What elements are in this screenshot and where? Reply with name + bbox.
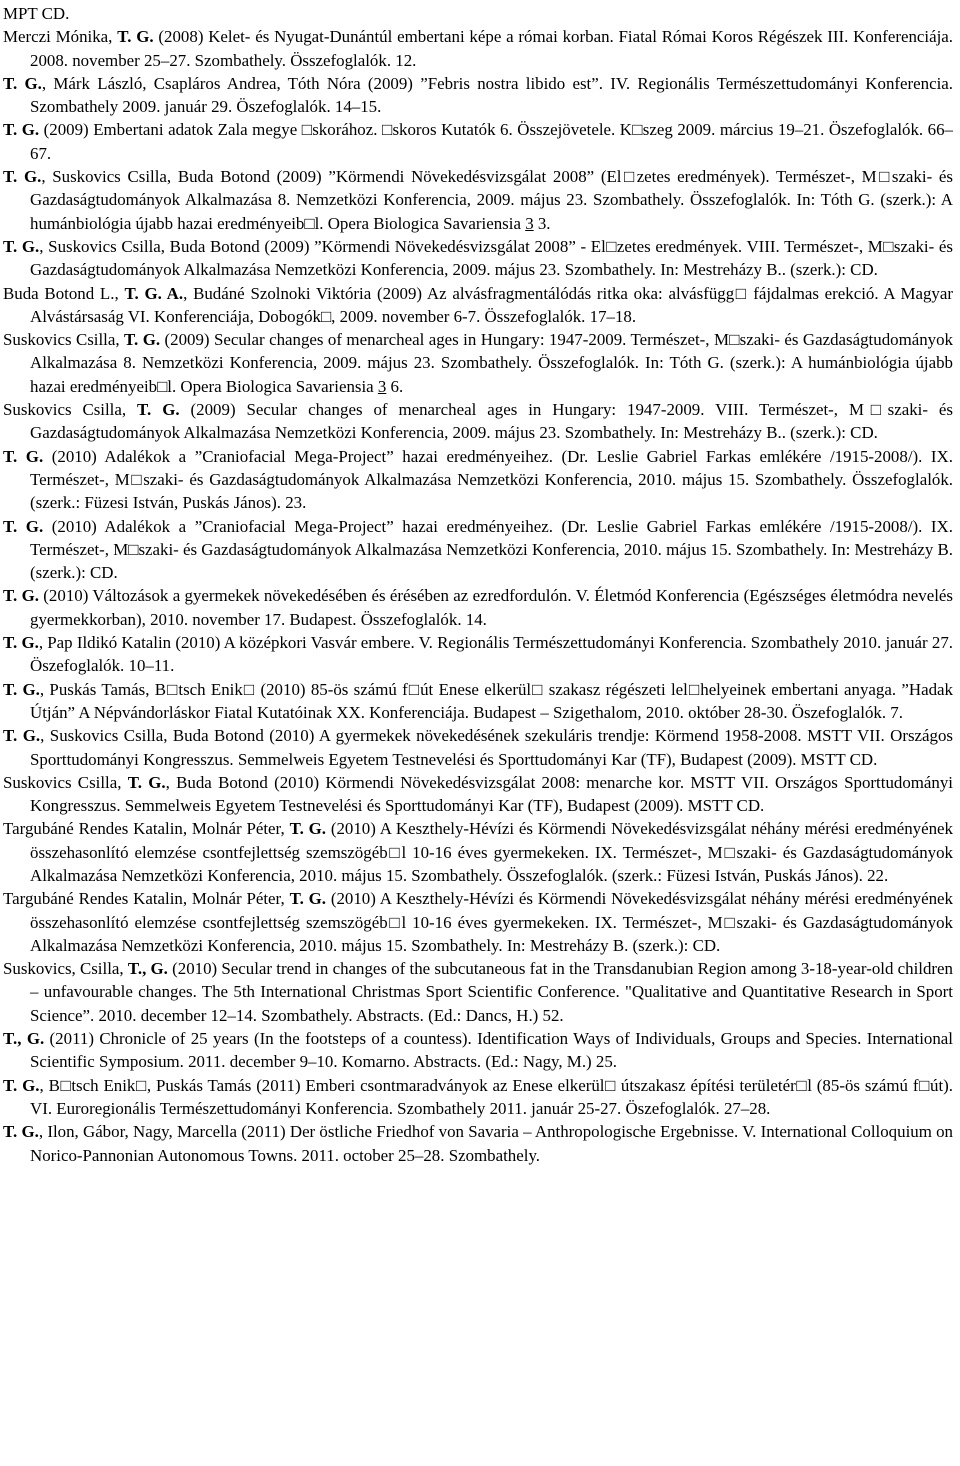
entry-text: , Buda Botond (2010) Körmendi Növekedésvizsgálat 2008: menarche kor. MSTT VII. Országos Sporttudományi Kongresszus. Semmelweis Egyetem Testnevelési és Sporttudományi Kar (TF), Budapest (2009). MSTT CD. xyxy=(30,772,953,816)
entry-text: (2009) Secular changes of menarcheal ages in Hungary: 1947-2009. Természet-, M□szaki- és Gazdaságtudományok Alkalmazása 8. Nemzetközi Konferencia, 2009. május 23. Szombathely. Összefoglalók. In: Tóth G. (szerk.): A humánbiológia újabb hazai eredményeib□l. Opera Biologica Savariensia xyxy=(30,330,953,396)
bibliography-entry xyxy=(3,25,953,72)
entry-text: , Pap Ildikó Katalin (2010) A középkori Vasvár embere. V. Regionális Természettudományi Konferencia. Szombathely 2010. január 27. Öszefoglalók. 10–11. xyxy=(30,633,953,676)
volume-number: 3 xyxy=(377,376,387,396)
entry-text: Buda Botond L., xyxy=(3,283,125,303)
bibliography-entry xyxy=(3,584,953,631)
entry-text: , Ilon, Gábor, Nagy, Marcella (2011) Der östliche Friedhof von Savaria – Anthropologische Ergebnisse. V. International Colloquium on Norico-Pannonian Autonomous Towns. 2011. october 25–28. Szombathely. xyxy=(30,1122,953,1165)
bibliography-entry xyxy=(3,398,953,445)
entry-text: Suskovics, Csilla, xyxy=(3,959,128,979)
bibliography-entry xyxy=(3,887,953,957)
author-highlight: T. G. xyxy=(289,889,326,909)
entry-text: Targubáné Rendes Katalin, Molnár Péter, xyxy=(3,889,290,909)
entry-text: Merczi Mónika, xyxy=(3,27,118,47)
entry-text: , Márk László, Csapláros Andrea, Tóth Nóra (2009) ”Febris nostra libido est”. IV. Regionális Természettudományi Konferencia. Szombathely 2009. január 29. Öszefoglalók. 14–15. xyxy=(30,73,953,117)
entry-text: (2011) Chronicle of 25 years (In the footsteps of a countess). Identification Ways of Individuals, Groups and Species. International Scientific Symposium. 2011. december 9–10. Komarno. Abstracts. (Ed.: Nagy, M.) 25. xyxy=(30,1029,953,1072)
bibliography-entry xyxy=(3,282,953,329)
author-highlight: T. G. xyxy=(137,400,180,420)
entry-text: 6. xyxy=(386,376,404,396)
entry-text: , Suskovics Csilla, Buda Botond (2009) ”Körmendi Növekedésvizsgálat 2008” (El□zetes eredmények). Természet-, M□szaki- és Gazdaságtudományok Alkalmazása 8. Nemzetközi Konferencia, 2009. május 23. Szombathely. Összefoglalók. In: Tóth G. (szerk.): A humánbiológia újabb hazai eredményeib□l. Opera Biologica Savariensia xyxy=(30,167,953,233)
bibliography-entry xyxy=(3,631,953,678)
bibliography-entry xyxy=(3,771,953,818)
entry-text: , Budáné Szolnoki Viktória (2009) Az alvásfragmentálódás ritka oka: alvásfügg□ fájdalmas erekció. A Magyar Alvástársaság VI. Konferenciája, Dobogók□, 2009. november 6-7. Összefoglalók. 17–18. xyxy=(30,283,953,326)
bibliography-entry xyxy=(3,118,953,165)
entry-text: , Suskovics Csilla, Buda Botond (2010) A gyermekek növekedésének szekuláris trendje: Körmend 1958-2008. MSTT VII. Országos Sporttudományi Kongresszus. Semmelweis Egyetem Testnevelési és Sporttudományi Kar (TF), Budapest (2009). MSTT CD. xyxy=(30,726,953,769)
entry-text: (2010) Secular trend in changes of the subcutaneous fat in the Transdanubian Region among 3-18-year-old children – unfavourable changes. The 5th International Christmas Sport Scientific Conference. "Qualitative and Quantitative Research in Sport Science”. 2010. december 12–14. Szombathely. Abstracts. (Ed.: Dancs, H.) 52. xyxy=(30,959,953,1025)
bibliography-entry xyxy=(3,235,953,282)
author-highlight: T. G. xyxy=(3,1075,40,1095)
author-highlight: T. G. xyxy=(3,236,40,256)
bibliography-entry xyxy=(3,165,953,235)
bibliography-entry xyxy=(3,724,953,771)
bibliography-entry xyxy=(3,1074,953,1121)
bibliography-entry xyxy=(3,445,953,515)
author-highlight: T. G. xyxy=(3,1122,39,1142)
bibliography-entry xyxy=(3,328,953,398)
entry-text: (2010) A Keszthely-Hévízi és Körmendi Növekedésvizsgálat néhány mérési eredményének összehasonlító elemzése csontfejlettség szemszögéb□l 10-16 éves gyermekeken. IX. Természet-, M□szaki- és Gazdaságtudományok Alkalmazása Nemzetközi Konferencia, 2010. május 15. Szombathely. Összefoglalók. (szerk.: Füzesi István, Puskás János). 22. xyxy=(30,819,953,885)
bibliography-entry xyxy=(3,817,953,887)
bibliography-entry xyxy=(3,515,953,585)
entry-text: (2010) Változások a gyermekek növekedésében és érésében az ezredfordulón. V. Életmód Konferencia (Egészséges életmódra nevelés gyermekkorban), 2010. november 17. Budapest. Összefoglalók. 14. xyxy=(30,586,953,629)
author-highlight: T. G. xyxy=(3,120,40,140)
author-highlight: T. G. xyxy=(289,819,326,839)
author-highlight: T. G. xyxy=(3,586,39,606)
entry-text: 3. xyxy=(533,213,551,233)
volume-number: 3 xyxy=(525,213,534,233)
author-highlight: T. G. xyxy=(3,167,42,187)
author-highlight: T. G. xyxy=(3,633,39,653)
bibliography-entry xyxy=(3,957,953,1027)
author-highlight: T. G. xyxy=(127,772,166,792)
entry-text: Suskovics Csilla, xyxy=(3,772,128,792)
bibliography-entry xyxy=(3,678,953,725)
entry-text: (2009) Embertani adatok Zala megye □skorához. □skoros Kutatók 6. Összejövetele. K□szeg 2009. március 19–21. Öszefoglalók. 66–67. xyxy=(30,120,953,163)
entry-text: (2008) Kelet- és Nyugat-Dunántúl embertani képe a római korban. Fiatal Római Koros Régészek III. Konferenciája. 2008. november 25–27. Szombathely. Összefoglalók. 12. xyxy=(30,27,953,70)
bibliography-entry xyxy=(3,72,953,119)
entry-text: Targubáné Rendes Katalin, Molnár Péter, xyxy=(3,819,290,839)
entry-text: (2010) A Keszthely-Hévízi és Körmendi Növekedésvizsgálat néhány mérési eredményének összehasonlító elemzése csontfejlettség szemszögéb□l 10-16 éves gyermekeken. IX. Természet-, M□szaki- és Gazdaságtudományok Alkalmazása Nemzetközi Konferencia, 2010. május 15. Szombathely. In: Mestreházy B. (szerk.): CD. xyxy=(30,889,953,955)
author-highlight: T. G. A. xyxy=(124,283,184,303)
author-highlight: T., G. xyxy=(3,1029,45,1049)
entry-text: (2010) Adalékok a ”Craniofacial Mega-Project” hazai eredményeihez. (Dr. Leslie Gabriel Farkas emlékére /1915-2008/). IX. Természet-, M□szaki- és Gazdaságtudományok Alkalmazása Nemzetközi Konferencia, 2010. május 15. Szombathely. Összefoglalók. (szerk.: Füzesi István, Puskás János). 23. xyxy=(30,446,953,513)
entry-text: , Puskás Tamás, B□tsch Enik□ (2010) 85-ös számú f□út Enese elkerül□ szakasz régészeti lel□helyeinek embertani anyaga. ”Hadak Útján” A Népvándorláskor Fiatal Kutatóinak XX. Konferenciája. Budapest – Szigethalom, 2010. október 28-30. Öszefoglalók. 7. xyxy=(30,679,953,722)
author-highlight: T. G. xyxy=(117,27,154,47)
entry-text: MPT CD. xyxy=(3,4,70,23)
entry-text: Suskovics Csilla, xyxy=(3,400,138,420)
author-highlight: T. G. xyxy=(3,73,42,93)
author-highlight: T. G. xyxy=(124,330,161,350)
entry-text: Suskovics Csilla, xyxy=(3,330,125,350)
author-highlight: T. G. xyxy=(3,446,44,466)
bibliography-entry xyxy=(3,1027,953,1074)
entry-text: (2009) Secular changes of menarcheal ages in Hungary: 1947-2009. VIII. Természet-, M□szaki- és Gazdaságtudományok Alkalmazása Nemzetközi Konferencia, 2009. május 23. Szombathely. In: Mestreházy B.. (szerk.): CD. xyxy=(30,400,953,443)
bibliography-entry xyxy=(3,1120,953,1167)
author-highlight: T. G. xyxy=(3,679,40,699)
entry-text: (2010) Adalékok a ”Craniofacial Mega-Project” hazai eredményeihez. (Dr. Leslie Gabriel Farkas emlékére /1915-2008/). IX. Természet-, M□szaki- és Gazdaságtudományok Alkalmazása Nemzetközi Konferencia, 2010. május 15. Szombathely. In: Mestreházy B. (szerk.): CD. xyxy=(30,516,954,583)
entry-text: , Suskovics Csilla, Buda Botond (2009) ”Körmendi Növekedésvizsgálat 2008” - El□zetes eredmények. VIII. Természet-, M□szaki- és Gazdaságtudományok Alkalmazása Nemzetközi Konferencia, 2009. május 23. Szombathely. In: Mestreházy B.. (szerk.): CD. xyxy=(30,236,953,280)
bibliography-entry xyxy=(3,2,953,25)
author-highlight: T. G. xyxy=(3,516,44,536)
entry-text: , B□tsch Enik□, Puskás Tamás (2011) Emberi csontmaradványok az Enese elkerül□ útszakasz építési területér□l (85-ös számú f□út). VI. Euroregionális Természettudományi Konferencia. Szombathely 2011. január 25-27. Öszefoglalók. 27–28. xyxy=(30,1075,953,1118)
author-highlight: T., G. xyxy=(127,959,168,979)
author-highlight: T. G. xyxy=(3,726,41,746)
